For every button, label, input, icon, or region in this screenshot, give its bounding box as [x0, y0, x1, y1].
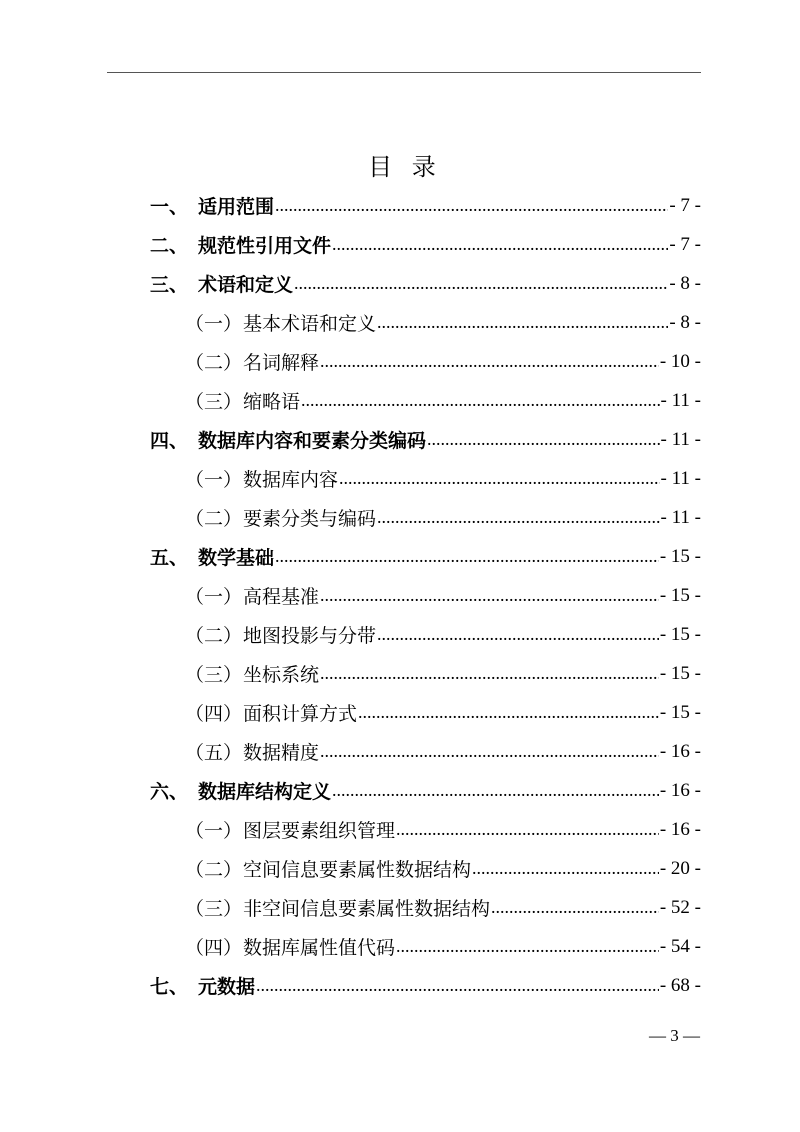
- toc-entry-number: 二、: [150, 235, 189, 257]
- toc-entry-number: （四）: [185, 937, 243, 959]
- toc-entry-label: 规范性引用文件: [198, 235, 332, 257]
- toc-entry[interactable]: [150, 654, 701, 693]
- dot-leader: [275, 195, 668, 216]
- dot-leader: [320, 351, 659, 372]
- toc-entry-page: - 11 -: [660, 389, 701, 411]
- dot-leader: [472, 858, 659, 879]
- toc-entry-number: 三、: [150, 274, 189, 296]
- toc-entry-label: 地图投影与分带: [243, 625, 377, 647]
- toc-entry-label: 数据库内容: [243, 469, 339, 491]
- table-of-contents: [150, 186, 701, 1005]
- toc-entry-page: - 15 -: [659, 662, 701, 684]
- dot-leader: [377, 507, 660, 528]
- toc-entry-number: （二）: [185, 859, 243, 881]
- toc-entry-label: 非空间信息要素属性数据结构: [243, 898, 491, 920]
- toc-entry-page: - 8 -: [669, 272, 701, 294]
- toc-entry-page: - 11 -: [660, 467, 701, 489]
- toc-entry-page: - 16 -: [659, 740, 701, 762]
- toc-entry-page: - 54 -: [659, 935, 701, 957]
- toc-entry-number: （一）: [185, 469, 243, 491]
- toc-entry-label: 术语和定义: [198, 274, 294, 296]
- dot-leader: [320, 663, 659, 684]
- toc-entry-page: - 15 -: [659, 701, 701, 723]
- toc-entry[interactable]: [150, 264, 701, 303]
- toc-entry-label: 缩略语: [243, 391, 301, 413]
- toc-entry-label: 元数据: [198, 976, 256, 998]
- dot-leader: [491, 897, 659, 918]
- toc-entry-page: - 68 -: [659, 974, 701, 996]
- toc-entry-label: 数学基础: [198, 547, 275, 569]
- toc-entry[interactable]: [150, 537, 701, 576]
- toc-entry-number: （二）: [185, 352, 243, 374]
- toc-entry[interactable]: [150, 420, 701, 459]
- toc-entry-number: （一）: [185, 313, 243, 335]
- toc-entry[interactable]: [150, 225, 701, 264]
- dot-leader: [396, 819, 659, 840]
- toc-entry-label: 图层要素组织管理: [243, 820, 396, 842]
- toc-entry-page: - 11 -: [660, 506, 701, 528]
- toc-entry[interactable]: [150, 927, 701, 966]
- toc-entry-number: 一、: [150, 196, 189, 218]
- dot-leader: [320, 585, 659, 606]
- toc-entry[interactable]: [150, 888, 701, 927]
- toc-entry-page: - 15 -: [659, 545, 701, 567]
- dot-leader: [339, 468, 660, 489]
- toc-entry-page: - 7 -: [669, 194, 701, 216]
- dot-leader: [332, 780, 659, 801]
- toc-entry-number: （三）: [185, 898, 243, 920]
- toc-entry-page: - 52 -: [659, 896, 701, 918]
- toc-entry[interactable]: [150, 576, 701, 615]
- toc-entry-number: 六、: [150, 781, 189, 803]
- toc-entry[interactable]: [150, 186, 701, 225]
- toc-entry-label: 空间信息要素属性数据结构: [243, 859, 472, 881]
- toc-entry-page: - 16 -: [659, 779, 701, 801]
- toc-entry-number: （四）: [185, 703, 243, 725]
- dot-leader: [320, 741, 659, 762]
- page-number: — 3 —: [649, 1026, 700, 1045]
- toc-entry-label: 坐标系统: [243, 664, 320, 686]
- toc-entry-number: 四、: [150, 430, 189, 452]
- toc-entry[interactable]: [150, 498, 701, 537]
- dot-leader: [396, 936, 659, 957]
- toc-entry-number: 五、: [150, 547, 189, 569]
- toc-entry-label: 名词解释: [243, 352, 320, 374]
- dot-leader: [275, 546, 659, 567]
- toc-entry[interactable]: [150, 342, 701, 381]
- dot-leader: [256, 975, 659, 996]
- toc-entry-number: （一）: [185, 586, 243, 608]
- dot-leader: [377, 312, 668, 333]
- toc-entry[interactable]: [150, 693, 701, 732]
- toc-entry-label: 数据库结构定义: [198, 781, 332, 803]
- toc-entry-label: 面积计算方式: [243, 703, 358, 725]
- toc-entry-number: （三）: [185, 664, 243, 686]
- toc-entry-number: （二）: [185, 625, 243, 647]
- dot-leader: [332, 234, 668, 255]
- toc-entry-label: 要素分类与编码: [243, 508, 377, 530]
- toc-entry-page: - 8 -: [669, 311, 701, 333]
- toc-entry[interactable]: [150, 459, 701, 498]
- dot-leader: [301, 390, 660, 411]
- toc-entry-page: - 16 -: [659, 818, 701, 840]
- toc-entry[interactable]: [150, 732, 701, 771]
- dot-leader: [427, 429, 660, 450]
- toc-entry-number: （三）: [185, 391, 243, 413]
- toc-entry-label: 数据库内容和要素分类编码: [198, 430, 427, 452]
- toc-entry-label: 数据库属性值代码: [243, 937, 396, 959]
- toc-entry-page: - 15 -: [659, 623, 701, 645]
- toc-entry-number: （二）: [185, 508, 243, 530]
- toc-entry[interactable]: [150, 615, 701, 654]
- toc-entry[interactable]: [150, 303, 701, 342]
- toc-entry[interactable]: [150, 966, 701, 1005]
- toc-entry[interactable]: [150, 771, 701, 810]
- dot-leader: [377, 624, 659, 645]
- toc-entry-label: 数据精度: [243, 742, 320, 764]
- toc-entry[interactable]: [150, 810, 701, 849]
- toc-entry-page: - 7 -: [669, 233, 701, 255]
- toc-entry-number: （五）: [185, 742, 243, 764]
- dot-leader: [358, 702, 659, 723]
- toc-entry-number: 七、: [150, 976, 189, 998]
- toc-entry-label: 适用范围: [198, 196, 275, 218]
- header-rule: [107, 72, 701, 73]
- dot-leader: [294, 273, 668, 294]
- toc-entry-page: - 11 -: [660, 428, 701, 450]
- toc-entry-page: - 15 -: [659, 584, 701, 606]
- toc-entry-label: 高程基准: [243, 586, 320, 608]
- toc-entry-number: （一）: [185, 820, 243, 842]
- page-title: 目 录: [368, 153, 442, 181]
- toc-entry-page: - 20 -: [659, 857, 701, 879]
- toc-entry[interactable]: [150, 381, 701, 420]
- toc-entry-label: 基本术语和定义: [243, 313, 377, 335]
- toc-entry[interactable]: [150, 849, 701, 888]
- toc-entry-page: - 10 -: [659, 350, 701, 372]
